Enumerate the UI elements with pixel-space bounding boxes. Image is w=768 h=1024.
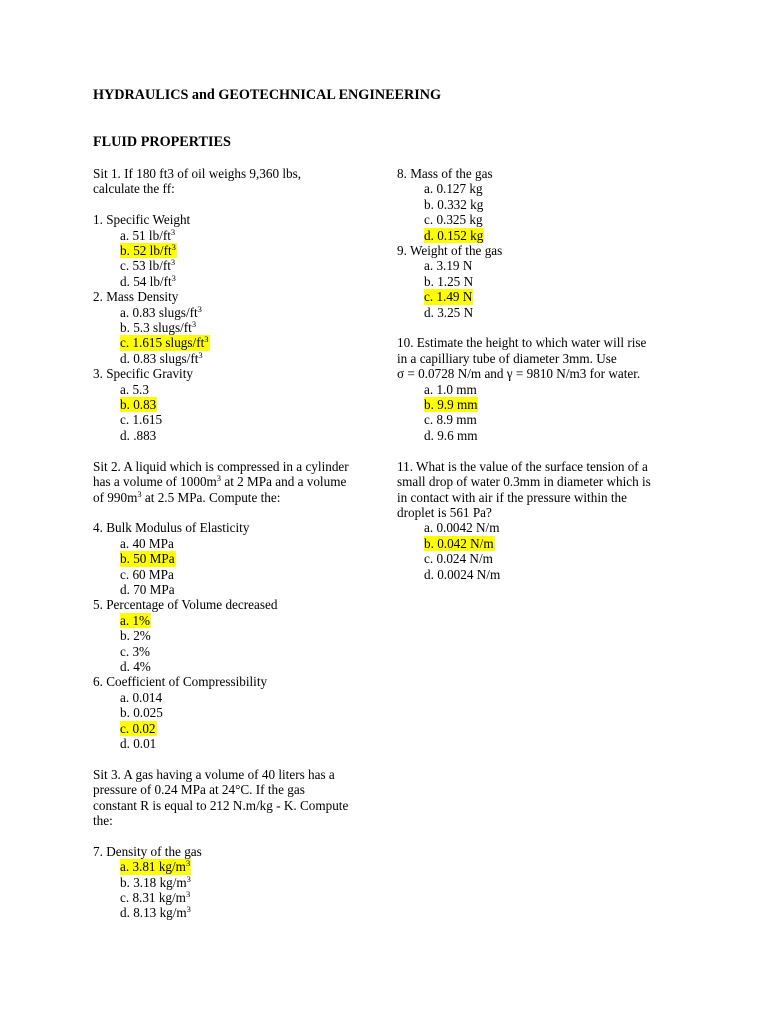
question-11-line: droplet is 561 Pa? [397,504,492,520]
sit3-line: the: [93,813,113,828]
option-5b: b. 2% [120,628,151,644]
option-5d: d. 4% [120,658,151,674]
right-column [397,166,687,582]
question-10-line: in a capilliary tube of diameter 3mm. Use [397,350,617,366]
left-column [93,166,383,921]
sit3-line: pressure of 0.24 MPa at 24°C. If the gas [93,782,305,798]
option-6a: a. 0.014 [120,689,163,705]
option-10b: b. 9.9 mm [424,397,478,413]
sit3-line: Sit 3. A gas having a volume of 40 liters has a [93,766,335,782]
option-4d: d. 70 MPa [120,581,175,597]
option-2a: a. 0.83 slugs/$ft^3$ [120,303,202,320]
question-4: 4. Bulk Modulus of Elasticity [93,520,250,536]
sit2-line: of $990m^3$ at 2.5 MPa. Compute the: [93,488,281,505]
option-4c: c. 60 MPa [120,566,174,582]
question-10-line: σ = 0.0728 N/m and γ = 9810 N/m3 for water. [397,366,641,382]
question-8: 8. Mass of the gas [397,166,493,181]
option-3c: c. 1.615 [120,412,163,428]
option-11d: d. 0.0024 N/m [424,566,501,582]
section-heading: FLUID PROPERTIES [93,134,231,150]
option-4a: a. 40 MPa [120,535,174,551]
option-8d: d. 0.152 kg [424,227,484,243]
option-10d: d. 9.6 mm [424,427,478,443]
option-2c: c. 1.615 slugs/$ft^3$ [120,334,209,351]
question-2: 2. Mass Density [93,289,179,305]
option-1c: c. 53 $lb/ft^3$ [120,257,176,274]
option-2b: b. 5.3 slugs/$ft^3$ [120,319,197,336]
option-7b: b. 3.18 $kg/m^3$ [120,873,191,890]
question-6: 6. Coefficient of Compressibility [93,674,268,690]
question-10-line: 10. Estimate the height to which water will rise [397,335,647,351]
question-7: 7. Density of the gas [93,843,202,859]
question-11-line: in contact with air if the pressure within the [397,489,627,505]
option-1d: d. 54 $lb/ft^3$ [120,272,176,289]
option-9c: c. 1.49 N [424,289,473,305]
option-7c: c. 8.31 $kg/m^3$ [120,889,191,906]
option-4b: b. 50 MPa [120,551,175,567]
document-title: HYDRAULICS and GEOTECHNICAL ENGINEERING [93,87,442,103]
option-10a: a. 1.0 mm [424,381,477,397]
question-5: 5. Percentage of Volume decreased [93,597,278,613]
question-9: 9. Weight of the gas [397,243,503,259]
option-11c: c. 0.024 N/m [424,551,493,567]
sit3-line: constant R is equal to 212 N.m/kg - K. Compute [93,797,349,813]
sit2-line: Sit 2. A liquid which is compressed in a cylinder [93,458,349,474]
option-11a: a. 0.0042 N/m [424,520,500,536]
option-10c: c. 8.9 mm [424,412,477,428]
option-5c: c. 3% [120,643,151,659]
question-11-line: 11. What is the value of the surface tension of a [397,458,648,474]
option-3a: a. 5.3 [120,381,149,397]
sit1-line: Sit 1. If 180 ft3 of oil weighs 9,360 lbs, [93,166,302,181]
sit2-line: has a volume of $1000m^3$ at 2 MPa and a volume [93,473,347,490]
option-8c: c. 0.325 kg [424,212,483,228]
option-1b: b. 52 $lb/ft^3$ [120,242,176,259]
option-6b: b. 0.025 [120,705,163,721]
sit1-line: calculate the ff: [93,181,175,197]
option-8b: b. 0.332 kg [424,196,484,212]
option-7d: d. 8.13 $kg/m^3$ [120,904,191,921]
option-1a: a. 51 $lb/ft^3$ [120,226,176,243]
option-3d: d. .883 [120,427,157,443]
option-2d: d. 0.83 slugs/$ft^3$ [120,349,203,366]
option-6d: d. 0.01 [120,735,157,751]
option-9d: d. 3.25 N [424,304,474,320]
option-11b: b. 0.042 N/m [424,535,494,551]
question-3: 3. Specific Gravity [93,366,193,382]
question-11-line: small drop of water 0.3mm in diameter which is [397,474,651,490]
option-5a: a. 1% [120,612,151,628]
option-8a: a. 0.127 kg [424,181,483,197]
option-6c: c. 0.02 [120,720,156,736]
option-9a: a. 3.19 N [424,258,473,274]
option-7a: a. 3.81 $kg/m^3$ [120,858,191,875]
option-3b: b. 0.83 [120,397,157,413]
question-1: 1. Specific Weight [93,212,191,228]
option-9b: b. 1.25 N [424,273,474,289]
